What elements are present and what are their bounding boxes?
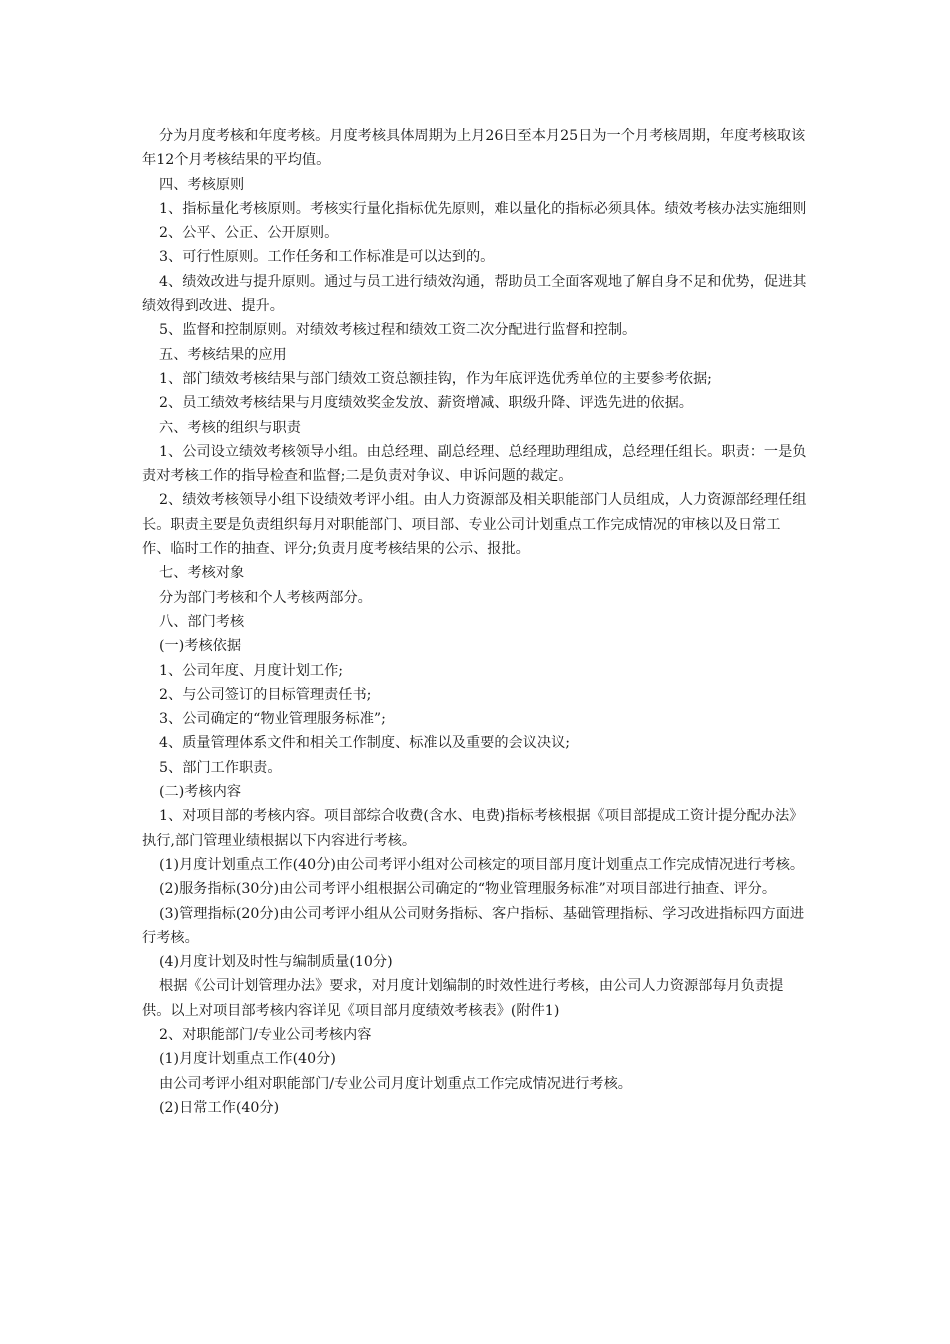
paragraph: 1、部门绩效考核结果与部门绩效工资总额挂钩，作为年底评选优秀单位的主要参考依据; (159, 370, 712, 387)
paragraph: 2、公平、公正、公开原则。 (159, 225, 339, 242)
section-heading: 八、部门考核 (159, 613, 245, 630)
paragraph: 分为部门考核和个人考核两部分。 (159, 589, 372, 606)
paragraph: (4)月度计划及时性与编制质量(10分) (159, 954, 393, 971)
subsection-heading: (一)考核依据 (159, 638, 242, 655)
paragraph: (1)月度计划重点工作(40分)由公司考评小组对公司核定的项目部月度计划重点工作完成情况进行考核。 (159, 856, 805, 873)
paragraph: 根据《公司计划管理办法》要求，对月度计划编制的时效性进行考核，由公司人力资源部每月负责提供。以上对项目部考核内容详见《项目部月度绩效考核表》(附件1) (142, 978, 784, 1019)
paragraph: 4、绩效改进与提升原则。通过与员工进行绩效沟通，帮助员工全面客观地了解自身不足和优势，促进其绩效得到改进、提升。 (142, 273, 807, 315)
paragraph: 2、绩效考核领导小组下设绩效考评小组。由人力资源部及相关职能部门人员组成，人力资源部经理任组长。职责主要是负责组织每月对职能部门、项目部、专业公司计划重点工作完成情况的审核以及日常工作、临时工作的抽查、评分;负责月度考核结果的公示、报批。 (142, 492, 807, 558)
paragraph: (2)日常工作(40分) (159, 1099, 280, 1116)
paragraph: 1、公司设立绩效考核领导小组。由总经理、副总经理、总经理助理组成，总经理任组长。职责：一是负责对考核工作的指导检查和监督;二是负责对争议、申诉问题的裁定。 (142, 443, 807, 485)
section-heading: 六、考核的组织与职责 (159, 419, 301, 436)
paragraph: 2、对职能部门/专业公司考核内容 (159, 1026, 372, 1043)
subsection-heading: (二)考核内容 (159, 784, 242, 801)
document-page (142, 124, 807, 1120)
section-heading: 七、考核对象 (159, 565, 245, 582)
paragraph: 分为月度考核和年度考核。月度考核具体周期为上月26日至本月25日为一个月考核周期，年度考核取该年12个月考核结果的平均值。 (142, 128, 806, 169)
paragraph: 5、部门工作职责。 (159, 759, 282, 776)
paragraph: 由公司考评小组对职能部门/专业公司月度计划重点工作完成情况进行考核。 (159, 1075, 632, 1092)
paragraph: (1)月度计划重点工作(40分) (159, 1051, 336, 1068)
paragraph: 4、质量管理体系文件和相关工作制度、标准以及重要的会议决议; (159, 735, 571, 752)
paragraph: (3)管理指标(20分)由公司考评小组从公司财务指标、客户指标、基础管理指标、学习改进指标四方面进行考核。 (142, 905, 805, 946)
section-heading: 四、考核原则 (159, 176, 245, 193)
paragraph: 1、对项目部的考核内容。项目部综合收费(含水、电费)指标考核根据《项目部提成工资计提分配办法》执行,部门管理业绩根据以下内容进行考核。 (142, 808, 804, 849)
paragraph: 3、可行性原则。工作任务和工作标准是可以达到的。 (159, 249, 495, 266)
paragraph: (2)服务指标(30分)由公司考评小组根据公司确定的“物业管理服务标准”对项目部进行抽查、评分。 (159, 881, 777, 898)
paragraph: 1、指标量化考核原则。考核实行量化指标优先原则，难以量化的指标必须具体。绩效考核办法实施细则 (159, 200, 807, 217)
paragraph: 2、员工绩效考核结果与月度绩效奖金发放、薪资增减、职级升降、评选先进的依据。 (159, 395, 693, 412)
section-heading: 五、考核结果的应用 (159, 346, 287, 363)
paragraph: 3、公司确定的“物业管理服务标准”; (159, 711, 386, 728)
paragraph: 5、监督和控制原则。对绩效考核过程和绩效工资二次分配进行监督和控制。 (159, 322, 637, 339)
paragraph: 1、公司年度、月度计划工作; (159, 662, 344, 679)
paragraph: 2、与公司签订的目标管理责任书; (159, 686, 372, 703)
